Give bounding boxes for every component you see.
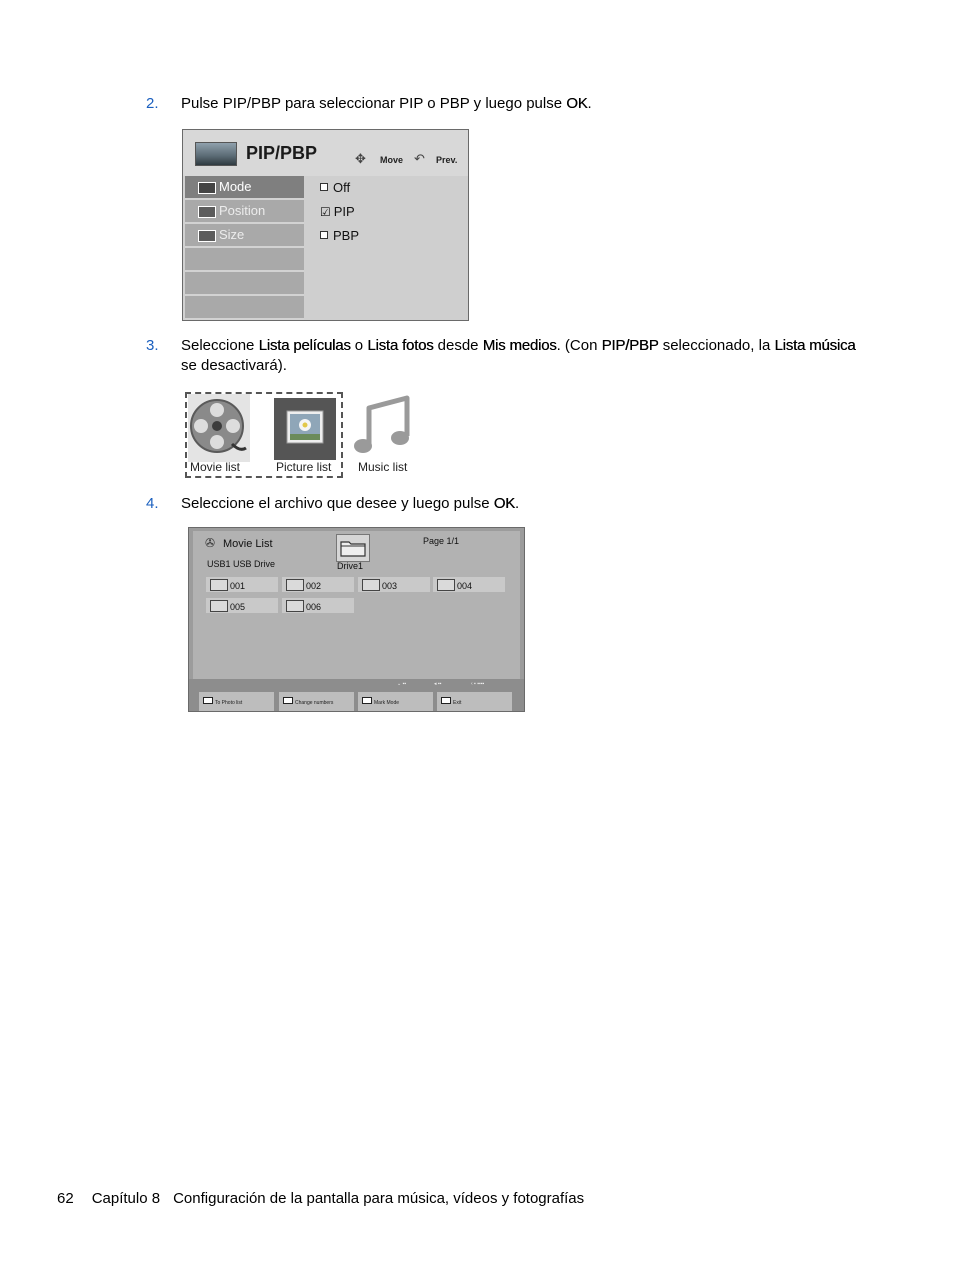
text-run: Seleccione el archivo que desee y luego pulse xyxy=(181,495,494,512)
keyword-ok: OK xyxy=(566,95,588,112)
nav-hint-icon: ⌄ ▪▪ xyxy=(397,681,407,687)
button-icon xyxy=(362,697,372,704)
menu-item-label: Mode xyxy=(219,179,252,194)
step-text xyxy=(181,494,871,514)
text-run: o xyxy=(350,337,368,354)
exit-button[interactable] xyxy=(437,692,512,712)
my-media-icons xyxy=(184,392,419,478)
music-list-label: Music list xyxy=(358,460,408,474)
menu-item-mode[interactable] xyxy=(185,176,304,198)
menu-header xyxy=(183,130,468,176)
movie-list-tile[interactable] xyxy=(188,394,250,467)
folder-label: 001 xyxy=(230,581,246,591)
menu-item-position[interactable] xyxy=(185,200,304,222)
drive-label: Drive1 xyxy=(337,561,364,571)
button-icon xyxy=(203,697,213,704)
folder-icon xyxy=(210,600,228,612)
film-reel-small-icon: ✇ xyxy=(205,536,216,550)
button-label: Mark Mode xyxy=(374,700,400,706)
size-icon xyxy=(198,230,216,242)
text-run: . xyxy=(587,95,592,112)
to-photo-list-button[interactable] xyxy=(199,692,274,712)
text-run: seleccionado, la xyxy=(658,337,775,354)
picture-list-label: Picture list xyxy=(276,460,332,474)
keyword: Lista fotos xyxy=(367,337,434,354)
folder-item[interactable] xyxy=(206,598,278,613)
folder-item[interactable] xyxy=(206,577,278,592)
movie-list-screen xyxy=(188,527,525,712)
music-note-icon xyxy=(352,394,412,460)
text-run: Seleccione xyxy=(181,337,259,354)
checkbox-icon xyxy=(320,183,328,191)
keyword: Lista películas xyxy=(258,337,351,354)
nav-hint-icon: ‹ ▪ ▪▪▪▪ xyxy=(471,681,485,687)
menu-title: PIP/PBP xyxy=(246,143,318,163)
change-numbers-button[interactable] xyxy=(279,692,354,712)
menu-item-label: Position xyxy=(219,203,266,218)
option-pbp[interactable] xyxy=(320,228,359,243)
option-pip[interactable] xyxy=(320,204,355,219)
folder-item[interactable] xyxy=(358,577,430,592)
picture-list-tile[interactable] xyxy=(274,398,336,465)
folder-item[interactable] xyxy=(282,598,354,613)
option-label: Off xyxy=(333,180,351,195)
folder-icon xyxy=(362,579,380,591)
folder-label: 005 xyxy=(230,602,246,612)
keyword: Lista música xyxy=(774,337,856,354)
chapter-label: Capítulo 8 xyxy=(91,1190,161,1207)
button-label: Exit xyxy=(453,700,462,706)
button-icon xyxy=(283,697,293,704)
menu-item-empty xyxy=(185,248,304,270)
checkmark-icon: ☑ xyxy=(320,205,331,219)
text-run: se desactivará). xyxy=(181,357,287,374)
music-list-tile[interactable] xyxy=(352,394,412,465)
button-icon xyxy=(441,697,451,704)
folder-label: 002 xyxy=(306,581,322,591)
picture-icon xyxy=(274,398,336,460)
text-run: Pulse PIP/PBP para seleccionar PIP o PBP y luego pulse xyxy=(181,95,567,112)
folder-icon xyxy=(337,535,369,561)
keyword: Mis medios xyxy=(482,337,557,354)
page-indicator: Page 1/1 xyxy=(423,536,460,546)
text-run: desde xyxy=(433,337,483,354)
hint-move: Move xyxy=(380,155,404,165)
hint-prev: Prev. xyxy=(436,155,458,165)
pip-pbp-menu xyxy=(182,129,469,321)
step-number: 4. xyxy=(146,495,159,512)
folder-icon xyxy=(286,600,304,612)
checkbox-icon xyxy=(320,231,328,239)
folder-item[interactable] xyxy=(282,577,354,592)
menu-item-size[interactable] xyxy=(185,224,304,246)
back-arrow-icon: ↶ xyxy=(414,151,425,166)
text-run: . xyxy=(515,495,520,512)
film-reel-icon xyxy=(188,394,250,462)
menu-item-empty xyxy=(185,296,304,318)
folder-icon xyxy=(286,579,304,591)
step-text xyxy=(181,94,871,114)
step-number: 2. xyxy=(146,95,159,112)
chapter-title: Configuración de la pantalla para música, vídeos y fotografías xyxy=(173,1190,585,1207)
page-number: 62 xyxy=(57,1190,74,1207)
text-run: . (Con xyxy=(556,337,602,354)
menu-item-label: Size xyxy=(219,227,245,242)
option-label: PBP xyxy=(333,228,360,243)
option-label: PIP xyxy=(333,204,355,219)
pip-thumbnail-icon xyxy=(195,142,237,166)
nav-hint-icon: ◂ ▪▪ xyxy=(434,681,442,687)
button-label: To Photo list xyxy=(215,700,243,706)
folder-label: 004 xyxy=(457,581,473,591)
move-arrows-icon: ✥ xyxy=(355,151,366,166)
page-footer xyxy=(57,1190,584,1207)
mark-mode-button[interactable] xyxy=(358,692,433,712)
folder-label: 003 xyxy=(382,581,398,591)
drive-folder-icon[interactable] xyxy=(336,534,370,562)
menu-items xyxy=(185,176,304,320)
folder-icon xyxy=(437,579,455,591)
option-off[interactable] xyxy=(320,180,350,195)
folder-icon xyxy=(210,579,228,591)
menu-item-empty xyxy=(185,272,304,294)
keyword-ok: OK xyxy=(493,495,515,512)
folder-label: 006 xyxy=(306,602,322,612)
movie-list-panel xyxy=(193,531,520,679)
step-text xyxy=(181,336,871,376)
step-number: 3. xyxy=(146,337,159,354)
keyword: PIP/PBP xyxy=(601,337,659,354)
button-label: Change numbers xyxy=(295,700,334,706)
movie-list-title: Movie List xyxy=(223,538,273,550)
movie-list-label: Movie list xyxy=(190,460,241,474)
folder-item[interactable] xyxy=(433,577,505,592)
position-icon xyxy=(198,206,216,218)
movie-list-bottom-bar xyxy=(189,679,524,711)
device-path: USB1 USB Drive xyxy=(207,559,276,569)
option-panel xyxy=(304,176,468,320)
mode-icon xyxy=(198,182,216,194)
